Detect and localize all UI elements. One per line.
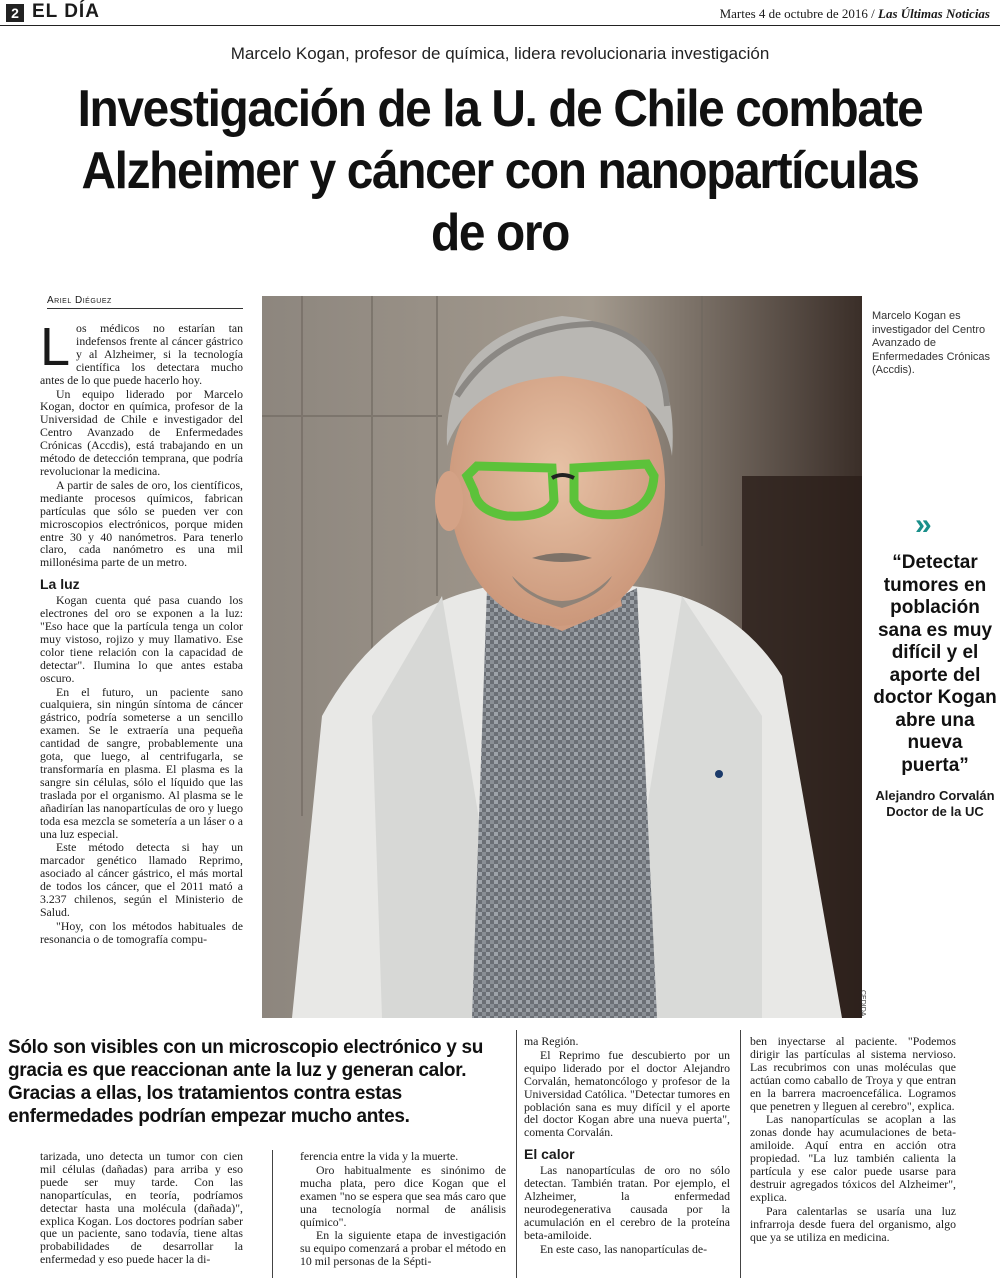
quote-author: Alejandro Corvalán: [875, 788, 995, 803]
dropcap: L: [40, 317, 71, 377]
subhead-el-calor: El calor: [524, 1146, 575, 1163]
column-divider: [516, 1030, 517, 1278]
paragraph: Este método detecta si hay un marcador genético llamado Reprimo, asociado al cáncer gástrico, el más mortal de todos los cáncer, que el 2011 mató a 3.237 chilenos, según el Ministerio de Salud.: [40, 840, 243, 919]
newspaper-name: Las Últimas Noticias: [878, 6, 990, 21]
pull-quote: “Detectar tumores en población sana es muy difícil y el aporte del doctor Kogan abre una nueva puerta”: [873, 552, 997, 776]
dateline: [720, 6, 990, 22]
headline: Investigación de la U. de Chile combate Alzheimer y cáncer con nanopartículas de oro: [77, 80, 923, 262]
article-column-bottom-4: [750, 1035, 956, 1245]
photo-credit: CEDIDA: [859, 990, 866, 1017]
paragraph: ferencia entre la vida y la muerte.: [300, 1149, 459, 1163]
quote-author-role: Doctor de la UC: [886, 804, 984, 819]
article-column-bottom-2: [300, 1150, 506, 1269]
section-name: EL DÍA: [32, 1, 100, 22]
kicker: Marcelo Kogan, profesor de química, lidera revolucionaria investigación: [230, 44, 770, 63]
paragraph: Las nanopartículas de oro no sólo detectan. También tratan. Por ejemplo, el Alzheimer, la enfermedad neurodegenerativa causada por la acumulación en el cerebro de la proteína beta-amiloide.: [524, 1163, 730, 1242]
paragraph: os médicos no estarían tan indefensos frente al cáncer gástrico y al Alzheimer, si la tecnología científica los detectara mucho antes de lo que puede hacerlo hoy.: [40, 321, 243, 387]
article-column-bottom-1: [40, 1150, 243, 1267]
paragraph: A partir de sales de oro, los científicos, mediante procesos químicos, fabrican partículas que sólo se pueden ver con microscopios electrónicos, porque miden entre 30 y 40 nanómetros. Para tenerlo claro, cada nanómetro es una mil millonésima parte de un metro.: [40, 477, 243, 570]
article-column-bottom-3: [524, 1035, 730, 1257]
quote-attribution: [872, 788, 998, 820]
photo-caption: Marcelo Kogan es investigador del Centro Avanzado de Enfermedades Crónicas (Accdis).: [872, 310, 991, 376]
paragraph: Oro habitualmente es sinónimo de mucha plata, pero dice Kogan que el examen "no se espera que sea más caro que una tecnología normal de análisis químico".: [300, 1162, 506, 1229]
summary-deck: Sólo son visibles con un microscopio electrónico y su gracia es que reaccionan ante la luz y generan calor. Gracias a ellas, los tratamientos contra estas enfermedades podrían empezar mucho antes.: [8, 1037, 484, 1127]
article-column-1: [40, 317, 243, 947]
paragraph: tarizada, uno detecta un tumor con cien mil células (dañadas) para arriba y eso puede ser muy tarde. Con las nanopartículas, en teoría, podríamos detectar hasta una molécula (dañada)", explica Kogan. Los doctores podrían saber que un paciente, sano todavía, tiene altas probabilidades de desarrollar la enfermedad y eso puede hacer la di-: [40, 1149, 243, 1267]
paragraph: ben inyectarse al paciente. "Podemos dirigir las partículas al sistema nervioso. Las recubrimos con unas moléculas que actúan como caballo de Troya y que entran en la barrera macroencefálica. Logramos que penetren y lleguen al cerebro", explica.: [750, 1034, 956, 1113]
paragraph: Kogan cuenta qué pasa cuando los electrones del oro se exponen a la luz: "Eso hace que la partícula tenga un color muy vistoso, rojizo y muy llamativo. Ese color tiene relación con la capacidad de detectar". Ilumina lo que antes estaba oscuro.: [40, 593, 243, 685]
page-number: 2: [6, 4, 24, 22]
portrait-illustration: [262, 296, 862, 1018]
column-divider: [272, 1150, 273, 1278]
portrait-photo: [262, 296, 862, 1018]
paragraph: En este caso, las nanopartículas de-: [540, 1241, 708, 1256]
subhead-la-luz: La luz: [40, 576, 80, 593]
paragraph: Para calentarlas se usaría una luz infrarroja desde fuera del organismo, algo que ya se utiliza en medicina.: [750, 1203, 956, 1244]
column-divider: [740, 1030, 741, 1278]
date-text: Martes 4 de octubre de 2016 /: [719, 6, 875, 21]
paragraph: Un equipo liderado por Marcelo Kogan, doctor en química, profesor de la Universidad de Chile e investigador del Centro Avanzado de Enfermedades Crónicas (Accdis), está trabajando en un método de detección temprana, que podría revolucionar la medicina.: [40, 386, 243, 478]
paragraph: "Hoy, con los métodos habituales de resonancia o de tomografía compu-: [40, 918, 243, 946]
byline: Ariel Diéguez: [47, 295, 243, 309]
paragraph: ma Región.: [524, 1034, 579, 1048]
paragraph: En el futuro, un paciente sano cualquiera, sin ningún síntoma de cáncer gástrico, podría someterse a un sencillo examen. Se le extraería una pequeña cantidad de sangre, probablemente una gota, que luego, al centrifugarla, se transformaría en plasma. El plasma es la sangre sin células, sólo el líquido que las traslada por el organismo. Al plasma se le añadirían las nanopartículas de oro y luego toda esa mezcla se sometería a un láser o a una luz especial.: [40, 684, 243, 841]
paragraph: En la siguiente etapa de investigación su equipo comenzará a probar el método en 10 mil personas de la Sépti-: [300, 1228, 506, 1269]
paragraph: El Reprimo fue descubierto por un equipo liderado por el doctor Alejandro Corvalán, hematoncólogo y profesor de la Universidad Católica. "Detectar tumores en población sana es muy difícil y el aporte del doctor Kogan abre una nueva puerta", comenta Corvalán.: [524, 1047, 730, 1140]
paragraph: Las nanopartículas se acoplan a las zonas donde hay acumulaciones de beta-amiloide. Aquí entra en acción otra propiedad. "La luz también calienta la partícula y ese calor puede usarse para destruir agregados tóxicos del Alzheimer", explica.: [750, 1112, 956, 1204]
chevron-quote-icon: »: [915, 508, 932, 541]
